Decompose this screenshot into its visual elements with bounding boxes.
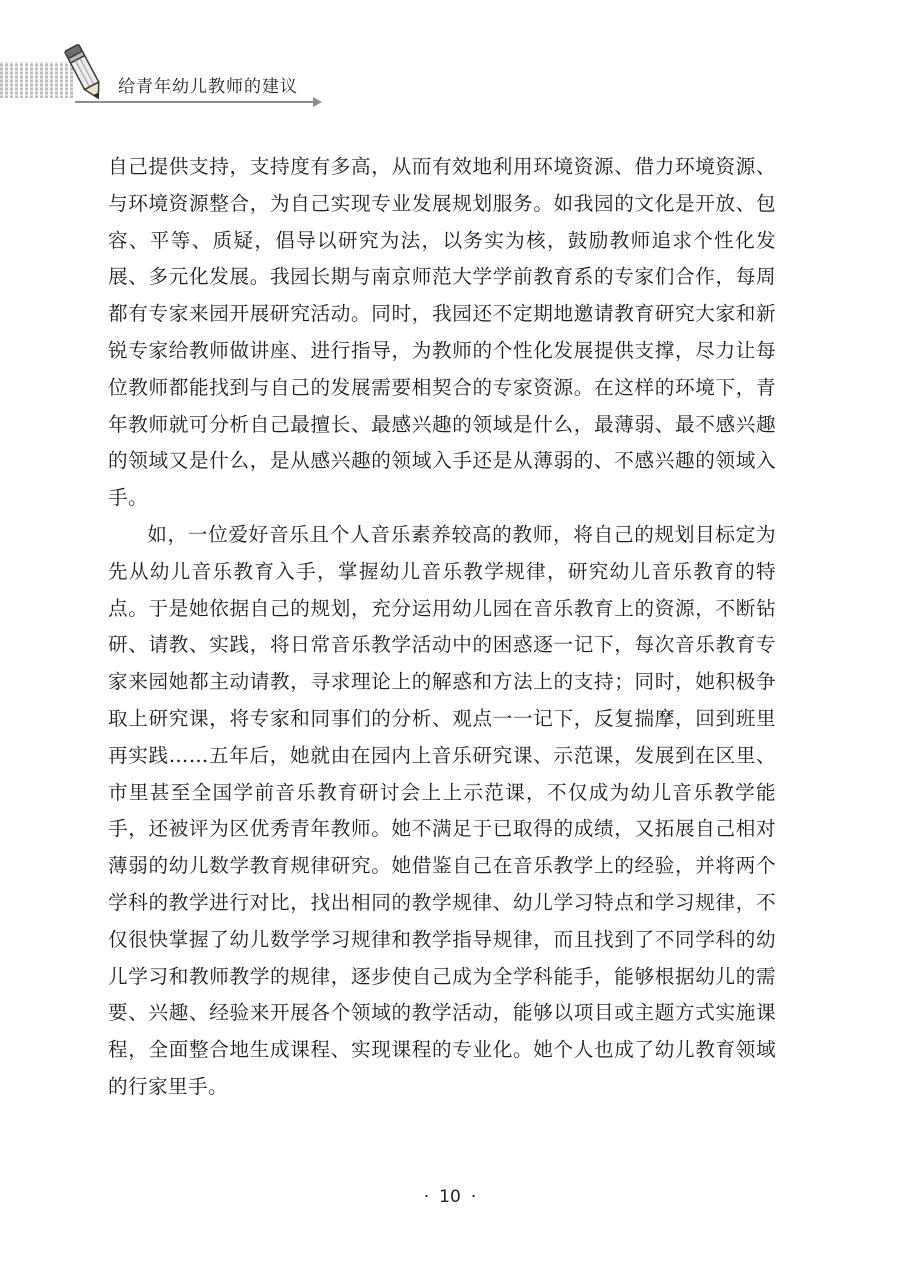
pencil-icon [58, 40, 114, 106]
page-number-dot-right: · [470, 1187, 477, 1207]
paragraph-2: 如，一位爱好音乐且个人音乐素养较高的教师，将自己的规划目标定为先从幼儿音乐教育入手，掌握幼儿音乐教学规律，研究幼儿音乐教育的特点。于是她依据自己的规划，充分运用幼儿园在音乐教育上的资源，不断钻研、请教、实践，将日常音乐教学活动中的困惑逐一记下，每次音乐教育专家来园她都主动请教，寻求理论上的解惑和方法上的支持；同时，她积极争取上研究课，将专家和同事们的分析、观点一一记下，反复揣摩，回到班里再实践……五年后，她就由在园内上音乐研究课、示范课，发展到在区里、市里甚至全国学前音乐教育研讨会上上示范课，不仅成为幼儿音乐教学能手，还被评为区优秀青年教师。她不满足于已取得的成绩，又拓展自己相对薄弱的幼儿数学教育规律研究。她借鉴自己在音乐教学上的经验，并将两个学科的教学进行对比，找出相同的教学规律、幼儿学习特点和学习规律，不仅很快掌握了幼儿数学学习规律和教学指导规律，而且找到了不同学科的幼儿学习和教师教学的规律，逐步使自己成为全学科能手，能够根据幼儿的需要、兴趣、经验来开展各个领域的教学活动，能够以项目或主题方式实施课程，全面整合地生成课程、实现课程的专业化。她个人也成了幼儿教育领域的行家里手。 [108, 522, 776, 1098]
header-arrow-icon [313, 97, 322, 107]
page-number-dot-left: · [423, 1187, 430, 1207]
running-header-title: 给青年幼儿教师的建议 [118, 77, 298, 97]
paragraph-1: 自己提供支持，支持度有多高，从而有效地利用环境资源、借力环境资源、与环境资源整合，为自己实现专业发展规划服务。如我园的文化是开放、包容、平等、质疑，倡导以研究为法，以务实为核，鼓励教师追求个性化发展、多元化发展。我园长期与南京师范大学学前教育系的专家们合作，每周都有专家来园开展研究活动。同时，我园还不定期地邀请教育研究大家和新锐专家给教师做讲座、进行指导，为教师的个性化发展提供支撑，尽力让每位教师都能找到与自己的发展需要相契合的专家资源。在这样的环境下，青年教师就可分析自己最擅长、最感兴趣的领域是什么，最薄弱、最不感兴趣的领域又是什么，是从感兴趣的领域入手还是从薄弱的、不感兴趣的领域入手。 [108, 155, 776, 510]
page-number [0, 1187, 900, 1207]
body-text [108, 149, 776, 1106]
page-number-value: 10 [439, 1187, 461, 1207]
page-header [0, 0, 900, 110]
